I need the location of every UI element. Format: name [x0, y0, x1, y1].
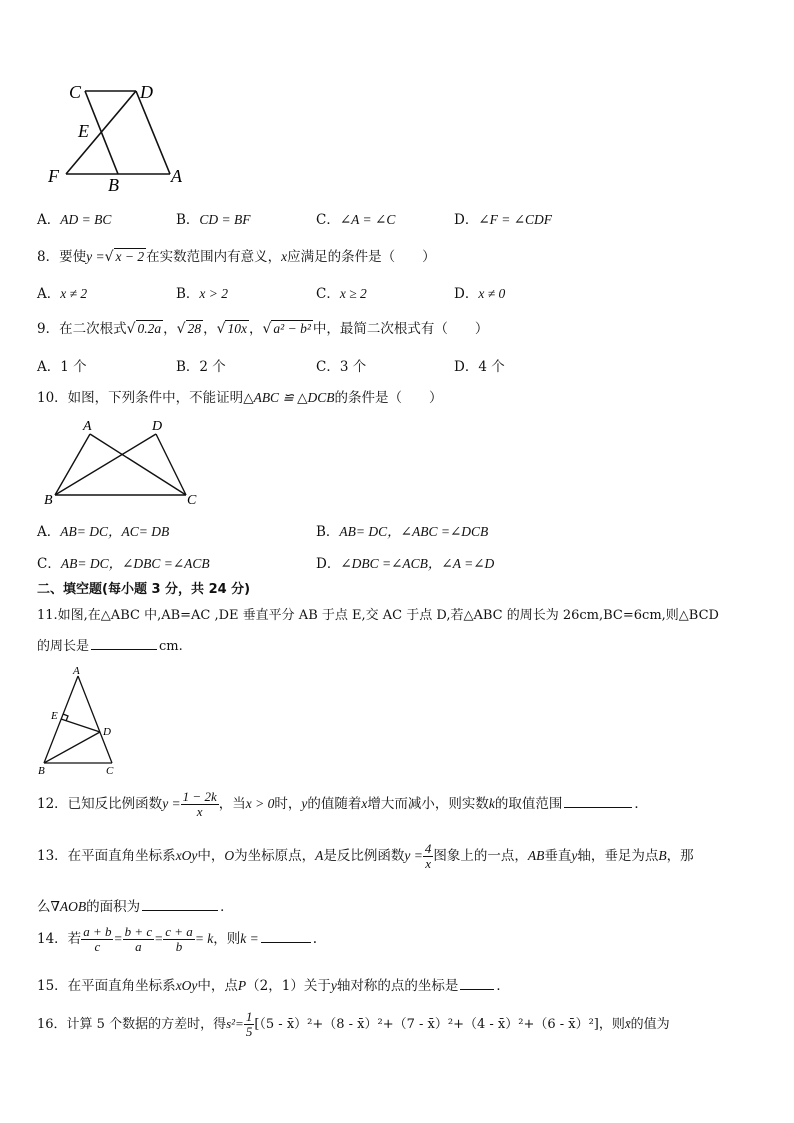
q10-stem: 10．如图，下列条件中，不能证明△ABC ≌ △DCB的条件是（ ）	[37, 390, 443, 406]
q14-answer-blank[interactable]	[261, 928, 311, 943]
q9-option-d[interactable]: D．4 个	[454, 359, 505, 375]
q9-option-c[interactable]: C．3 个	[316, 359, 367, 375]
q7-label-b: B	[108, 175, 119, 193]
q7-option-c[interactable]: C．∠A = ∠C	[316, 212, 396, 228]
q7-label-e: E	[78, 121, 89, 141]
q10-label-c: C	[187, 493, 197, 508]
q11-figure	[36, 664, 126, 779]
q10-option-d[interactable]: D．∠DBC =∠ACB，∠A =∠D	[316, 556, 495, 572]
q10-label-a: A	[83, 419, 92, 434]
q11-label-d: D	[103, 726, 111, 738]
q12-answer-blank[interactable]	[564, 793, 632, 808]
q11-label-a: A	[73, 665, 80, 677]
q9-option-a[interactable]: A．1 个	[37, 359, 87, 375]
q7-label-c: C	[69, 82, 82, 102]
section-heading: 二、填空题(每小题 3 分，共 24 分)	[37, 582, 251, 597]
q7-option-d[interactable]: D．∠F = ∠CDF	[454, 212, 553, 228]
q8-option-d[interactable]: D．x ≠ 0	[454, 286, 506, 302]
q8-option-c[interactable]: C．x ≥ 2	[316, 286, 367, 302]
q11-label-e: E	[51, 710, 58, 722]
q13-answer-blank[interactable]	[142, 896, 218, 911]
q14-stem: 14．若 $\frac{a + b}{c}$ = $\frac{b + c}{a}$ = $\frac{c + a}{b}$ = k，则k = .	[37, 924, 318, 954]
q8-option-a[interactable]: A．x ≠ 2	[37, 286, 88, 302]
q10-option-a[interactable]: A．AB= DC，AC= DB	[37, 524, 170, 540]
q11-stem-line1: 11.如图,在△ABC 中,AB=AC ,DE 垂直平分 AB 于点 E,交 AC 于点 D,若△ABC 的周长为 26cm,BC=6cm,则△BCD	[37, 608, 719, 623]
q10-label-d: D	[152, 419, 163, 434]
q11-label-c: C	[106, 765, 114, 777]
q7-option-a[interactable]: A．AD = BC	[37, 212, 112, 228]
q9-stem: 9．在二次根式√ 0.2a ，√ 28 ，√ 10x ，√ a² − b² 中，最简二次根式有（ ）	[37, 321, 489, 337]
q8-option-b[interactable]: B．x > 2	[176, 286, 229, 302]
q11-stem-line2: 的周长是 cm.	[37, 635, 183, 654]
q7-label-a: A	[171, 166, 182, 186]
q15-answer-blank[interactable]	[460, 975, 494, 990]
q13-stem-line1: 13．在平面直角坐标系xOy中，O为坐标原点，A是反比例函数y = $\frac{4}{x}$ 图象上的一点，AB垂直y轴，垂足为点B，那	[37, 841, 694, 871]
q7-label-f: F	[48, 166, 59, 186]
q12-stem: 12．已知反比例函数y = $\frac{1 - 2k}{x}$ ，当x > 0时，y的值随着x增大而减小，则实数k的取值范围 ．	[37, 789, 648, 819]
q10-option-c[interactable]: C．AB= DC，∠DBC =∠ACB	[37, 556, 210, 572]
q9-option-b[interactable]: B．2 个	[176, 359, 226, 375]
q15-stem: 15．在平面直角坐标系xOy中，点P（2，1）关于y轴对称的点的坐标是 ．	[37, 974, 510, 994]
q11-answer-blank[interactable]	[91, 635, 157, 650]
q7-figure	[40, 78, 200, 193]
q7-label-d: D	[140, 82, 153, 102]
q16-stem: 16．计算 5 个数据的方差时，得s²= $\frac{1}{5}$ [（5 - x̄）²+（8 - x̄）²+（7 - x̄）²+（4 - x̄）²+（6 - x̄）²]，则x̄的值为	[37, 1009, 670, 1039]
q10-option-b[interactable]: B．AB= DC，∠ABC =∠DCB	[316, 524, 489, 540]
q7-option-b[interactable]: B．CD = BF	[176, 212, 251, 228]
q10-label-b: B	[44, 493, 53, 508]
q11-label-b: B	[38, 765, 45, 777]
q8-stem: 8．要使y =√ x − 2 在实数范围内有意义，x应满足的条件是（ ）	[37, 249, 436, 265]
q10-figure	[40, 416, 210, 508]
q13-stem-line2: 么∇AOB的面积为 ．	[37, 895, 234, 915]
